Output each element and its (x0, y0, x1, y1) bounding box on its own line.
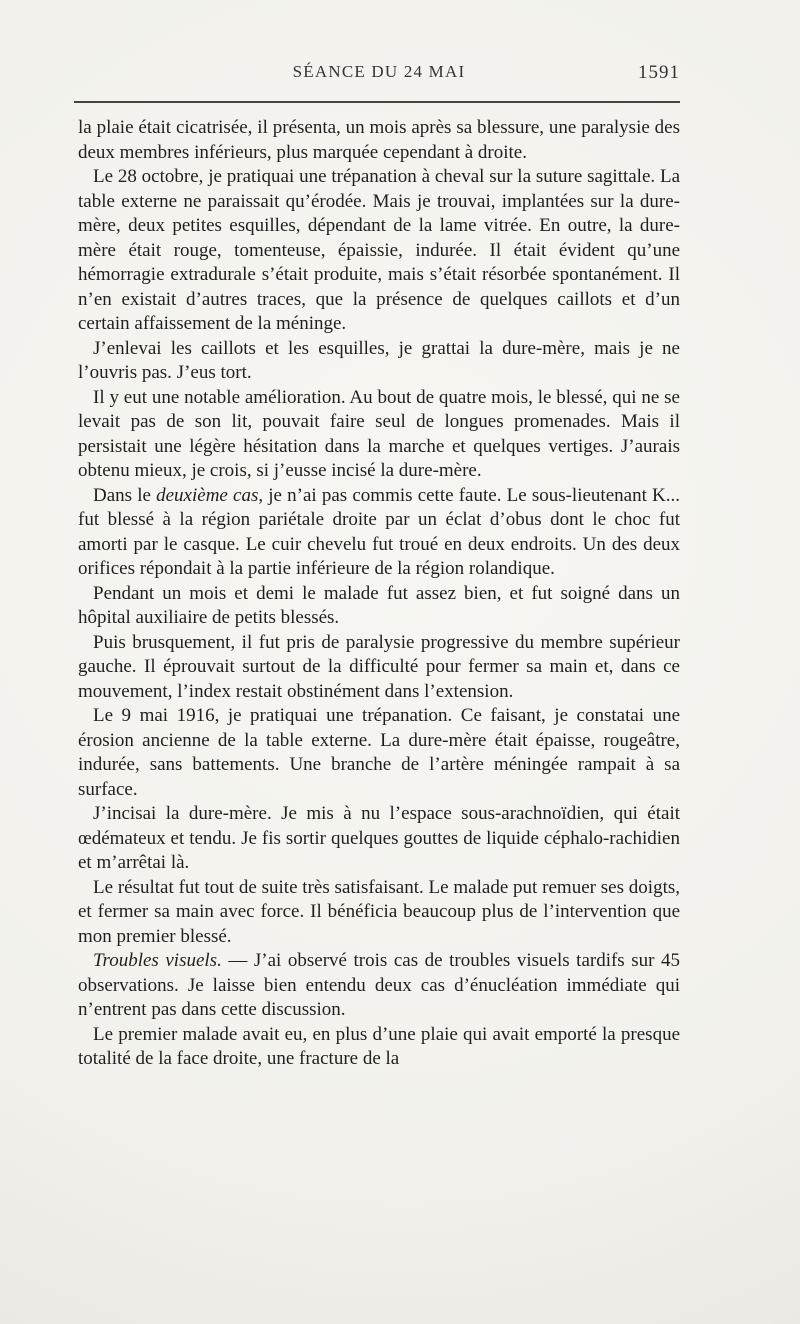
body-text (78, 116, 680, 1072)
paragraph-10: Le résultat fut tout de suite très satisfaisant. Le malade put remuer ses doigts, et fermer sa main avec force. Il bénéficia beaucoup plus de l’intervention que mon premier blessé. (78, 876, 680, 947)
italic-case-label: deuxième cas (156, 484, 259, 506)
paragraph-5: Dans le deuxième cas, je n’ai pas commis cette faute. Le sous-lieutenant K... fut blessé à la région pariétale droite par un éclat d’obus dont le choc fut amorti par le casque. Le cuir chevelu fut troué en deux endroits. Un des deux orifices répondait à la partie inférieure de la région rolandique. (78, 484, 680, 579)
paragraph-6: Pendant un mois et demi le malade fut assez bien, et fut soigné dans un hôpital auxiliaire de petits blessés. (78, 582, 680, 628)
running-head: SÉANCE DU 24 MAI (292, 62, 466, 81)
paragraph-11: Troubles visuels. — J’ai observé trois cas de troubles visuels tardifs sur 45 observations. Je laisse bien entendu deux cas d’énucléation immédiate qui n’entrent pas dans cette discussion. (78, 950, 681, 1020)
paragraph-3: J’enlevai les caillots et les esquilles, je grattai la dure-mère, mais je ne l’ouvris pas. J’eus tort. (78, 337, 680, 383)
header-rule (74, 101, 680, 103)
paragraph-7: Puis brusquement, il fut pris de paralysie progressive du membre supérieur gauche. Il éprouvait surtout de la difficulté pour fermer sa main et, dans ce mouvement, l’index restait obstinément dans l’extension. (78, 631, 680, 702)
paragraph-4: Il y eut une notable amélioration. Au bout de quatre mois, le blessé, qui ne se levait pas de son lit, pouvait faire seul de longues promenades. Mais il persistait une légère hésitation dans la marche et quelques vertiges. J’aurais obtenu mieux, je crois, si j’eusse incisé la dure-mère. (78, 386, 680, 481)
paragraph-1: la plaie était cicatrisée, il présenta, un mois après sa blessure, une paralysie des deux membres inférieurs, plus marquée cependant à droite. (78, 117, 680, 163)
paragraph-12: Le premier malade avait eu, en plus d’une plaie qui avait emporté la presque totalité de la face droite, une fracture de la (78, 1023, 680, 1069)
paragraph-8: Le 9 mai 1916, je pratiquai une trépanation. Ce faisant, je constatai une érosion ancienne de la table externe. La dure-mère était épaisse, rougeâtre, indurée, sans battements. Une branche de l’artère méningée rampait à sa surface. (78, 705, 680, 800)
paragraph-2: Le 28 octobre, je pratiquai une trépanation à cheval sur la suture sagittale. La table externe ne paraissait qu’érodée. Mais je trouvai, implantées sur la dure-mère, deux petites esquilles, dépendant de la lame vitrée. En outre, la dure-mère était rouge, tomenteuse, épaissie, indurée. Il était évident qu’une hémorragie extradurale s’était produite, mais s’était résorbée spontanément. Il n’en existait d’autres traces, que la présence de quelques caillots et d’un certain affaissement de la méninge. (78, 166, 680, 334)
page-number: 1591 (638, 62, 680, 83)
page-header (78, 62, 680, 86)
paragraph-9: J’incisai la dure-mère. Je mis à nu l’espace sous-arachnoïdien, qui était œdémateux et tendu. Je fis sortir quelques gouttes de liquide céphalo-rachidien et m’arrêtai là. (78, 803, 680, 873)
section-heading-visual-troubles: Troubles visuels. (93, 950, 222, 971)
